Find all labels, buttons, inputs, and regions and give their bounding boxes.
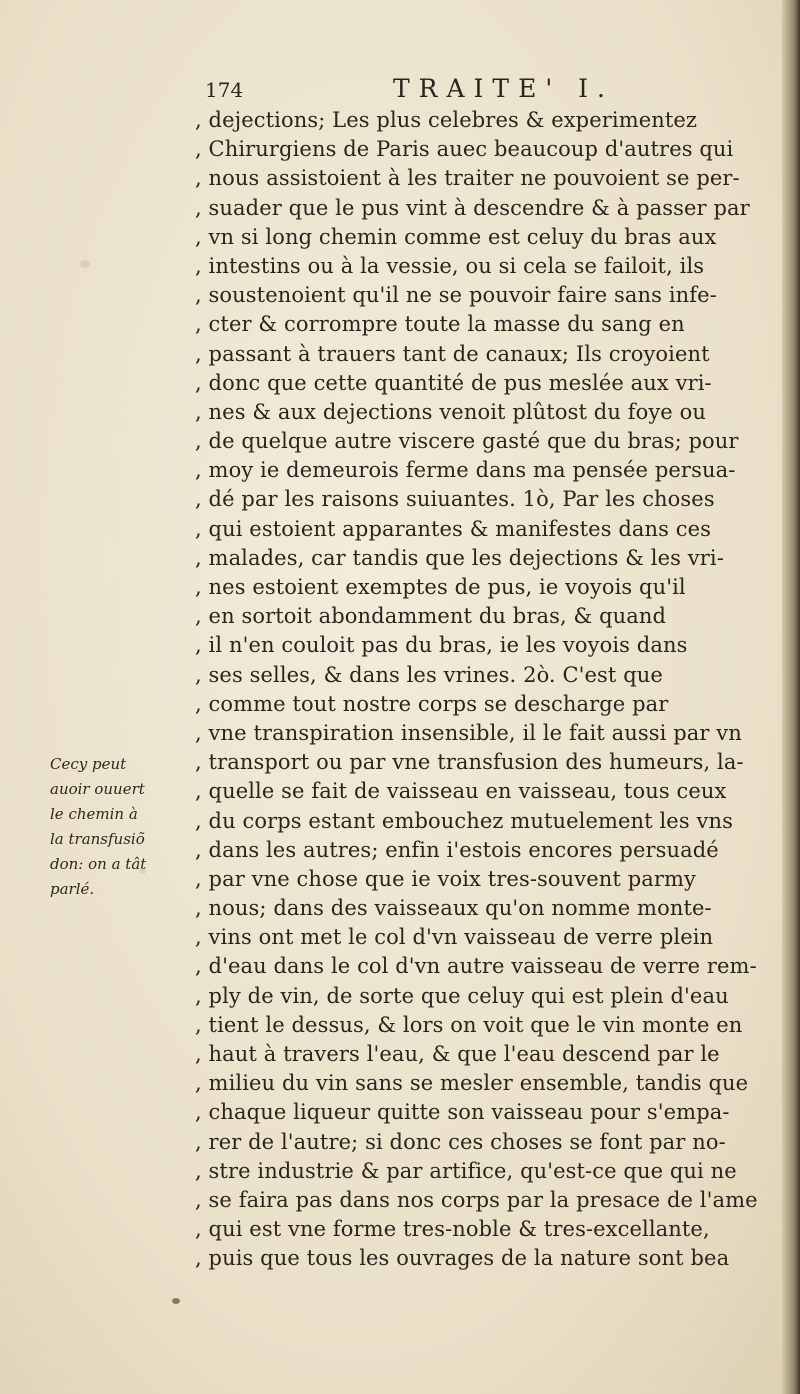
text-line: , vn si long chemin comme est celuy du bras aux (195, 224, 717, 249)
margin-note-line: don: on a tât (50, 855, 147, 873)
text-line: , soustenoient qu'il ne se pouvoir faire sans infe- (195, 283, 717, 308)
text-line: , malades, car tandis que les dejections & les vri- (195, 545, 724, 570)
text-line: , ses selles, & dans les vrines. 2ò. C'est que (195, 662, 663, 687)
text-line: , de quelque autre viscere gasté que du bras; pour (195, 429, 739, 454)
text-line: , se faira pas dans nos corps par la presace de l'ame (195, 1187, 758, 1212)
text-line: , nes estoient exemptes de pus, ie voyois qu'il (195, 575, 686, 599)
text-line: , qui estoient apparantes & manifestes dans ces (195, 516, 712, 541)
text-line: , nes & aux dejections venoit plûtost du foye ou (195, 399, 706, 424)
text-line: , quelle se fait de vaisseau en vaisseau, tous ceux (195, 779, 727, 804)
text-line: , donc que cette quantité de pus meslée aux vri- (195, 370, 712, 395)
text-line: , ply de vin, de sorte que celuy qui est plein d'eau (195, 983, 729, 1008)
text-line: , haut à travers l'eau, & que l'eau descend par le (195, 1042, 720, 1066)
text-line: , dejections; Les plus celebres & experimentez (195, 108, 698, 132)
body-text (195, 106, 785, 1274)
text-line: , comme tout nostre corps se descharge par (195, 691, 669, 716)
margin-note-line: la transfusiõ (50, 830, 145, 848)
text-line: , en sortoit abondamment du bras, & quand (195, 604, 667, 629)
text-line: , suader que le pus vint à descendre & à passer par (195, 195, 750, 220)
text-line: , moy ie demeurois ferme dans ma pensée persua- (195, 458, 736, 483)
text-line: , qui est vne forme tres-noble & tres-excellante, (195, 1217, 710, 1242)
text-line: , intestins ou à la vessie, ou si cela se failoit, ils (195, 253, 705, 278)
text-line: , il n'en couloit pas du bras, ie les voyois dans (195, 633, 688, 658)
text-line: , nous assistoient à les traiter ne pouvoient se per- (195, 166, 740, 191)
text-line: , vne transpiration insensible, il le fait aussi par vn (195, 720, 742, 745)
margin-note-line: auoir ouuert (50, 780, 145, 798)
text-line: , vins ont met le col d'vn vaisseau de verre plein (195, 925, 714, 950)
text-line: , puis que tous les ouvrages de la nature sont bea (195, 1246, 730, 1271)
page-header (205, 74, 765, 108)
margin-note (50, 752, 195, 902)
text-line: , chaque liqueur quitte son vaisseau pour s'empa- (195, 1100, 730, 1125)
ink-speck (172, 1298, 180, 1304)
text-line: , passant à trauers tant de canaux; Ils croyoient (195, 341, 710, 366)
paper-blemish (80, 260, 90, 268)
paper-blemish (140, 868, 146, 874)
text-line: , dans les autres; enfin i'estois encores persuadé (195, 837, 719, 862)
text-line: , tient le dessus, & lors on voit que le vin monte en (195, 1012, 743, 1037)
text-line: , transport ou par vne transfusion des humeurs, la- (195, 750, 744, 775)
text-line: , stre industrie & par artifice, qu'est-ce que qui ne (195, 1158, 737, 1183)
text-line: , nous; dans des vaisseaux qu'on nomme monte- (195, 896, 712, 921)
margin-note-line: le chemin à (50, 805, 138, 823)
text-line: , du corps estant embouchez mutuelement les vns (195, 808, 733, 833)
text-line: , Chirurgiens de Paris auec beaucoup d'autres qui (195, 137, 734, 162)
running-title: TRAITE' I. (393, 74, 614, 103)
text-line: , rer de l'autre; si donc ces choses se font par no- (195, 1129, 726, 1154)
text-line: , dé par les raisons suiuantes. 1ò, Par les choses (195, 487, 715, 512)
text-line: , par vne chose que ie voix tres-souvent parmy (195, 866, 696, 891)
text-line: , d'eau dans le col d'vn autre vaisseau de verre rem- (195, 954, 757, 979)
margin-note-line: Cecy peut (50, 755, 127, 773)
margin-note-line: parlé. (50, 880, 95, 898)
page-number: 174 (205, 78, 244, 102)
text-line: , milieu du vin sans se mesler ensemble, tandis que (195, 1071, 749, 1096)
text-line: , cter & corrompre toute la masse du sang en (195, 312, 685, 337)
